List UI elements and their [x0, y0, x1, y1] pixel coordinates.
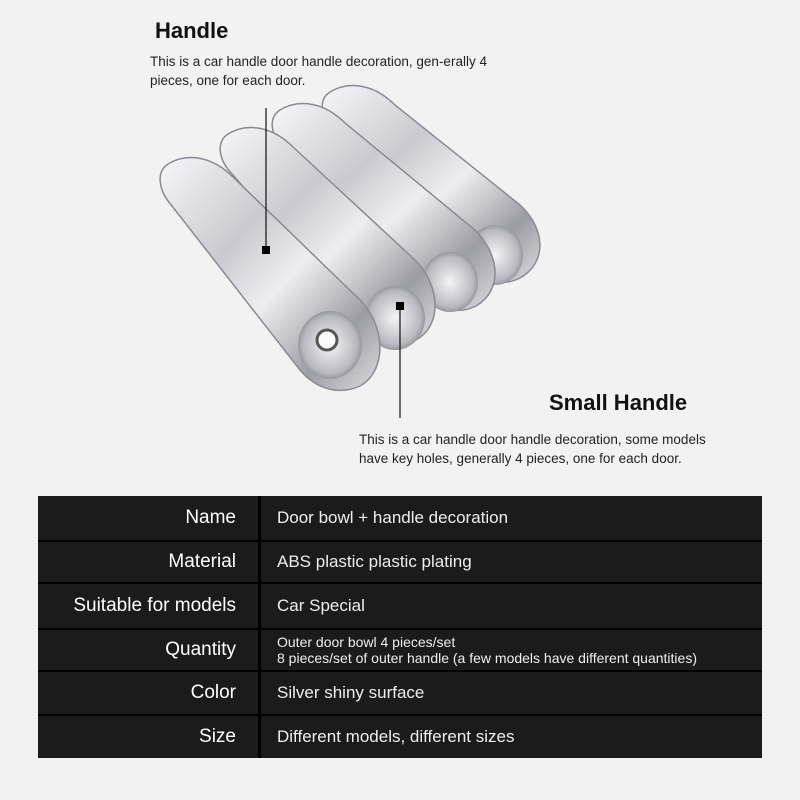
spec-value: ABS plastic plastic plating — [258, 542, 762, 582]
handle-callout-marker — [262, 246, 270, 254]
spec-row-name — [38, 496, 762, 540]
handle-title: Handle — [155, 18, 229, 43]
quantity-line-1: Outer door bowl 4 pieces/set — [277, 634, 456, 650]
spec-label: Material — [168, 551, 236, 572]
spec-row-material — [38, 542, 762, 582]
handle-description: This is a car handle door handle decoration, gen-erally 4 pieces, one for each door. — [150, 54, 487, 88]
small-handle-callout-marker — [396, 302, 404, 310]
spec-label: Suitable for models — [73, 595, 236, 616]
spec-label: Size — [199, 726, 236, 747]
spec-row-color — [38, 672, 762, 714]
spec-value: Car Special — [258, 584, 762, 628]
spec-label: Quantity — [165, 639, 236, 660]
small-handle-title: Small Handle — [549, 390, 688, 415]
spec-row-models — [38, 584, 762, 628]
spec-value: Door bowl + handle decoration — [258, 496, 762, 540]
spec-label: Color — [190, 682, 236, 703]
quantity-line-2: 8 pieces/set of outer handle (a few models have different quantities) — [277, 650, 697, 666]
small-handle-description: This is a car handle door handle decoration, some models have key holes, generally 4 pieces, one for each door. — [359, 432, 706, 466]
spec-value: Silver shiny surface — [258, 672, 762, 714]
spec-label: Name — [185, 507, 236, 528]
spec-row-quantity — [38, 630, 762, 670]
key-hole-icon — [317, 330, 337, 350]
spec-value: Different models, different sizes — [258, 716, 762, 758]
spec-table — [38, 496, 762, 758]
spec-row-size — [38, 716, 762, 758]
spec-value — [258, 630, 762, 670]
